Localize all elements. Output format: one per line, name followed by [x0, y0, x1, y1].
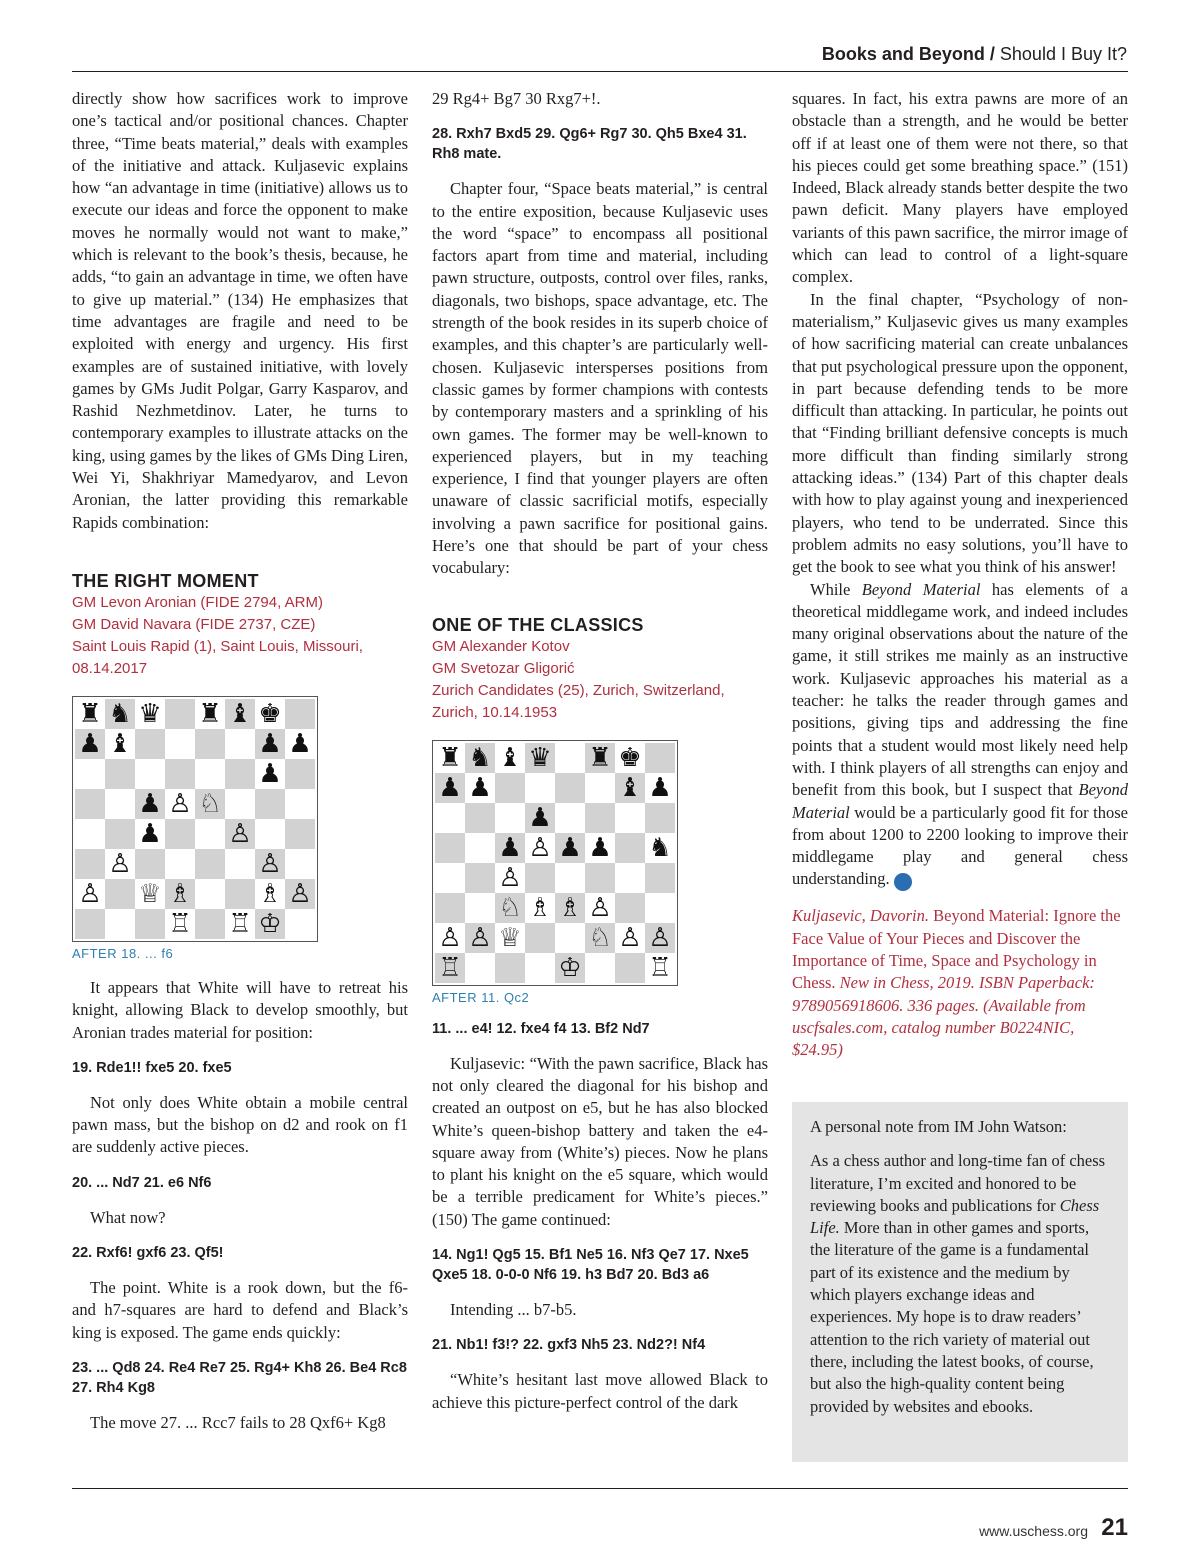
board-square: ♟	[525, 803, 555, 833]
board-square	[195, 759, 225, 789]
board-square: ♙	[525, 833, 555, 863]
board-square: ♔	[555, 953, 585, 983]
col1-paragraph-2: It appears that White will have to retreat his knight, allowing Black to develop smoothly, but Aronian trades material for position:	[72, 977, 408, 1042]
board-square	[645, 893, 675, 923]
chess-diagram-2	[432, 740, 678, 986]
board-square: ♜	[435, 743, 465, 773]
board-square	[435, 863, 465, 893]
board-square	[525, 923, 555, 953]
board-square	[465, 953, 495, 983]
note-heading: A personal note from IM John Watson:	[810, 1117, 1067, 1136]
board-square	[495, 773, 525, 803]
game-title-classics: ONE OF THE CLASSICS	[432, 614, 644, 635]
board-square	[225, 789, 255, 819]
board-square	[75, 849, 105, 879]
board-square	[585, 953, 615, 983]
board-square: ♟	[585, 833, 615, 863]
board-square: ♕	[135, 879, 165, 909]
moves-5: 28. Rxh7 Bxd5 29. Qg6+ Rg7 30. Qh5 Bxe4 31. Rh8 mate.	[432, 126, 747, 163]
board-square	[105, 789, 135, 819]
board-square	[135, 849, 165, 879]
board-square	[285, 849, 315, 879]
running-header	[72, 44, 1127, 72]
board-square: ♘	[495, 893, 525, 923]
board-square: ♙	[75, 879, 105, 909]
board-square: ♙	[615, 923, 645, 953]
col1-paragraph-5: The point. White is a rook down, but the f6- and h7-squares are hard to defend and Black’s king is exposed. The game ends quickly:	[72, 1278, 408, 1342]
moves-6: 11. ... e4! 12. fxe4 f4 13. Bf2 Nd7	[432, 1020, 650, 1037]
board-square: ♖	[225, 909, 255, 939]
col3-paragraph-1: squares. In fact, his extra pawns are more of an obstacle than a strength, and he would be better off if at least one of them were not there, so that his pieces could get some breathing space.” (151) Indeed, Black already stands better despite the two pawn deficit. Many players have employed variants of this pawn sacrifice, the mirror image of which can lead to control of a light-square complex.	[792, 89, 1128, 287]
board-square	[75, 819, 105, 849]
col1-paragraph-1: directly show how sacrifices work to improve one’s tactical and/or positional chances. Chapter three, “Time beats material,” deals with examples of the initiative and attack. Kuljasevic explains how “an advantage in time (initiative) allows us to execute our ideas and force the opponent to make moves he normally would not want to make,” which is relevant to the book’s thesis, because, he adds, “to gain an advantage in time, we often have to give up material.” (134) He emphasizes that time advantages are fragile and need to be exploited with energy and urgency. His first examples are of sustained initiative, with lovely games by GMs Judit Polgar, Garry Kasparov, and Rashid Nezhmetdinov. Later, he turns to contemporary examples to illustrate attacks on the king, using games by the likes of GMs Ding Liren, Wei Yi, Shakhriyar Mamedyarov, and Levon Aronian, the latter providing this remarkable Rapids combination:	[72, 89, 408, 532]
board-square	[465, 803, 495, 833]
board-square: ♕	[495, 923, 525, 953]
board-square	[285, 759, 315, 789]
board-square	[195, 879, 225, 909]
board-square	[285, 819, 315, 849]
column-1	[72, 88, 408, 1434]
board-square	[645, 803, 675, 833]
board-square	[585, 863, 615, 893]
black-player: GM Svetozar Gligorić	[432, 659, 575, 677]
column-3	[792, 88, 1128, 1061]
board-square: ♙	[285, 879, 315, 909]
board-square	[225, 879, 255, 909]
board-square: ♜	[75, 699, 105, 729]
board-square: ♚	[615, 743, 645, 773]
board-square: ♙	[165, 789, 195, 819]
board-square	[435, 833, 465, 863]
board-square	[165, 729, 195, 759]
moves-8: 21. Nb1! f3!? 22. gxf3 Nh5 23. Nd2?! Nf4	[432, 1337, 706, 1354]
board-square: ♟	[255, 759, 285, 789]
board-square: ♝	[105, 729, 135, 759]
board-square	[615, 863, 645, 893]
board-square	[615, 953, 645, 983]
board-square	[435, 803, 465, 833]
board-square: ♖	[435, 953, 465, 983]
board-square: ♚	[255, 699, 285, 729]
footer-website: www.uschess.org	[979, 1523, 1088, 1539]
event-info: Zurich Candidates (25), Zurich, Switzerland, Zurich, 10.14.1953	[432, 681, 725, 721]
col2-paragraph-2: Chapter four, “Space beats material,” is central to the entire exposition, because Kuljasevic uses the word “space” to encompass all positional factors apart from time and material, including pawn structure, outposts, control over files, ranks, diagonals, two bishops, space advantage, etc. The strength of the book resides in its superb choice of examples, and this chapter’s are particularly well-chosen. Kuljasevic intersperses positions from classic games by former champions with contests by contemporary masters and a sprinkling of his own games. The former may be well-known to experienced players, but in my teaching experience, I find that younger players are often unaware of classic sacrificial motifs, especially involving a pawn sacrifice for positional gains. Here’s one that should be part of your chess vocabulary:	[432, 179, 768, 578]
board-square: ♙	[495, 863, 525, 893]
board-square	[285, 789, 315, 819]
board-square: ♟	[555, 833, 585, 863]
board-square	[195, 729, 225, 759]
diagram-caption: AFTER 11. Qc2	[432, 989, 530, 1005]
board-square	[165, 759, 195, 789]
board-square	[495, 803, 525, 833]
board-square	[105, 879, 135, 909]
event-info: Saint Louis Rapid (1), Saint Louis, Missouri, 08.14.2017	[72, 637, 363, 677]
board-square	[195, 849, 225, 879]
board-square: ♞	[645, 833, 675, 863]
board-square	[285, 699, 315, 729]
board-square	[525, 953, 555, 983]
board-square	[75, 789, 105, 819]
board-square: ♛	[525, 743, 555, 773]
board-square: ♟	[135, 789, 165, 819]
board-square	[165, 849, 195, 879]
board-square	[255, 819, 285, 849]
board-square: ♗	[525, 893, 555, 923]
info-circle-icon: i	[894, 873, 912, 891]
board-square	[165, 819, 195, 849]
board-square: ♜	[195, 699, 225, 729]
board-square: ♜	[585, 743, 615, 773]
board-square: ♟	[75, 729, 105, 759]
white-player: GM Levon Aronian (FIDE 2794, ARM)	[72, 593, 323, 611]
board-square	[585, 803, 615, 833]
board-square: ♝	[615, 773, 645, 803]
board-square: ♔	[255, 909, 285, 939]
col1-paragraph-3: Not only does White obtain a mobile central pawn mass, but the bishop on d2 and rook on f1 are suddenly active pieces.	[72, 1092, 408, 1157]
board-square	[585, 773, 615, 803]
board-square: ♛	[135, 699, 165, 729]
board-square	[285, 909, 315, 939]
board-square: ♝	[495, 743, 525, 773]
board-square: ♟	[435, 773, 465, 803]
personal-note-box	[792, 1102, 1128, 1462]
board-square	[555, 923, 585, 953]
board-square: ♗	[555, 893, 585, 923]
board-square	[195, 909, 225, 939]
board-square: ♟	[465, 773, 495, 803]
board-square: ♟	[645, 773, 675, 803]
board-square: ♗	[255, 879, 285, 909]
board-square: ♙	[105, 849, 135, 879]
moves-7: 14. Ng1! Qg5 15. Bf1 Ne5 16. Nf3 Qe7 17. Nxe5 Qxe5 18. 0-0-0 Nf6 19. h3 Bd7 20. Bd3 a6	[432, 1247, 749, 1284]
board-square	[525, 863, 555, 893]
board-square: ♞	[465, 743, 495, 773]
footer-rule	[72, 1488, 1128, 1489]
board-square	[645, 743, 675, 773]
col1-paragraph-4: What now?	[90, 1207, 166, 1227]
board-square: ♝	[225, 699, 255, 729]
col2-paragraph-4: Intending ... b7-b5.	[450, 1300, 577, 1320]
header-separator: /	[989, 44, 995, 64]
col3-paragraph-3: While Beyond Material has elements of a theoretical middlegame work, and indeed includes many original observations about the nature of the game, it still strikes me mainly as an instructive work. Kuljasevic approaches his material as a teacher: he talks the reader through games and positions, giving tips and addressing the fine points that a student would most likely need help with. I think players of all strengths can enjoy and benefit from this book, but I suspect that Beyond Material would be a particularly good fit for those from about 1200 to 2200 looking to improve their middlegame play and general chess understanding. i	[792, 579, 1128, 890]
col2-paragraph-1: 29 Rg4+ Bg7 30 Rxg7+!.	[432, 89, 601, 108]
board-square: ♘	[585, 923, 615, 953]
board-square	[465, 863, 495, 893]
board-square	[105, 819, 135, 849]
board-square	[645, 863, 675, 893]
board-square	[615, 803, 645, 833]
board-square	[105, 909, 135, 939]
moves-2: 20. ... Nd7 21. e6 Nf6	[72, 1174, 212, 1191]
board-square	[225, 849, 255, 879]
white-player: GM Alexander Kotov	[432, 637, 570, 655]
board-square	[435, 893, 465, 923]
board-square	[75, 909, 105, 939]
board-square	[195, 819, 225, 849]
board-square	[465, 833, 495, 863]
board-square	[165, 699, 195, 729]
board-square: ♖	[645, 953, 675, 983]
black-player: GM David Navara (FIDE 2737, CZE)	[72, 615, 316, 633]
board-square: ♞	[105, 699, 135, 729]
board-square	[225, 729, 255, 759]
board-square: ♙	[645, 923, 675, 953]
board-square	[135, 729, 165, 759]
col1-paragraph-6: The move 27. ... Rcc7 fails to 28 Qxf6+ Kg8	[90, 1412, 386, 1432]
book-reference: Kuljasevic, Davorin. Beyond Material: Ignore the Face Value of Your Pieces and Discover the Importance of Time, Space and Psychology in Chess. New in Chess, 2019. ISBN Paperback: 9789056918606. 336 pages. (Available from uscfsales.com, catalog number B0224NIC, $24.95)	[792, 906, 1121, 1060]
board-square	[615, 833, 645, 863]
moves-3: 22. Rxf6! gxf6 23. Qf5!	[72, 1245, 224, 1262]
board-square	[105, 759, 135, 789]
board-square	[615, 893, 645, 923]
header-section: Books and Beyond	[821, 44, 985, 64]
board-square: ♙	[465, 923, 495, 953]
col2-paragraph-5: “White’s hesitant last move allowed Black to achieve this picture-perfect control of the dark	[432, 1370, 768, 1412]
game-title-right-moment: THE RIGHT MOMENT	[72, 570, 259, 591]
board-square: ♟	[135, 819, 165, 849]
chess-diagram-1	[72, 696, 318, 942]
board-square: ♙	[255, 849, 285, 879]
column-2	[432, 88, 768, 1414]
board-square: ♙	[585, 893, 615, 923]
col2-paragraph-3: Kuljasevic: “With the pawn sacrifice, Black has not only cleared the diagonal for his bishop and created an outpost on e5, but he has also blocked White’s queen-bishop battery and taken the e4-square away from (White’s) pieces. Now he plans to plant his knight on the e5 square, which would be a terrible predicament for White’s pieces.” (150) The game continued:	[432, 1053, 768, 1229]
board-square	[555, 743, 585, 773]
board-square	[525, 773, 555, 803]
board-square: ♙	[225, 819, 255, 849]
board-square	[255, 789, 285, 819]
board-square: ♙	[435, 923, 465, 953]
board-square: ♖	[165, 909, 195, 939]
moves-4: 23. ... Qd8 24. Re4 Re7 25. Rg4+ Kh8 26. Be4 Rc8 27. Rh4 Kg8	[72, 1359, 407, 1396]
board-square: ♘	[195, 789, 225, 819]
board-square	[555, 863, 585, 893]
board-square: ♟	[495, 833, 525, 863]
board-square	[135, 909, 165, 939]
col3-paragraph-2: In the final chapter, “Psychology of non-materialism,” Kuljasevic gives us many examples of how sacrificing material can create unbalances that put psychological pressure upon the opponent, in part because defending tends to be more difficult than attacking. In particular, he points out that “Finding brilliant defensive concepts is much more difficult than finding similarly strong attacking ideas.” (134) Part of this chapter deals with how to play against young and inexperienced players, who tend to be underrated. Since this problem admits no easy solutions, you’ll have to get the book to see what you think of his answer!	[792, 289, 1128, 577]
header-rule	[72, 71, 1128, 72]
page-number: 21	[1101, 1514, 1128, 1541]
moves-1: 19. Rde1!! fxe5 20. fxe5	[72, 1059, 232, 1076]
note-body: As a chess author and long-time fan of chess literature, I’m excited and honored to be reviewing books and publications for Chess Life. More than in other games and sports, the literature of the game is a fundamental part of its existence and the medium by which players exchange ideas and experiences. My hope is to draw readers’ attention to the rich variety of material out there, including the latest books, of course, but also the high-quality content being provided by websites and ebooks.	[810, 1151, 1106, 1416]
board-square: ♗	[165, 879, 195, 909]
board-square	[555, 803, 585, 833]
header-subsection: Should I Buy It?	[999, 44, 1127, 64]
board-square	[495, 953, 525, 983]
board-square	[135, 759, 165, 789]
board-square	[555, 773, 585, 803]
board-square	[225, 759, 255, 789]
board-square: ♟	[255, 729, 285, 759]
board-square: ♟	[285, 729, 315, 759]
diagram-caption: AFTER 18. ... f6	[72, 945, 174, 961]
board-square	[465, 893, 495, 923]
board-square	[75, 759, 105, 789]
